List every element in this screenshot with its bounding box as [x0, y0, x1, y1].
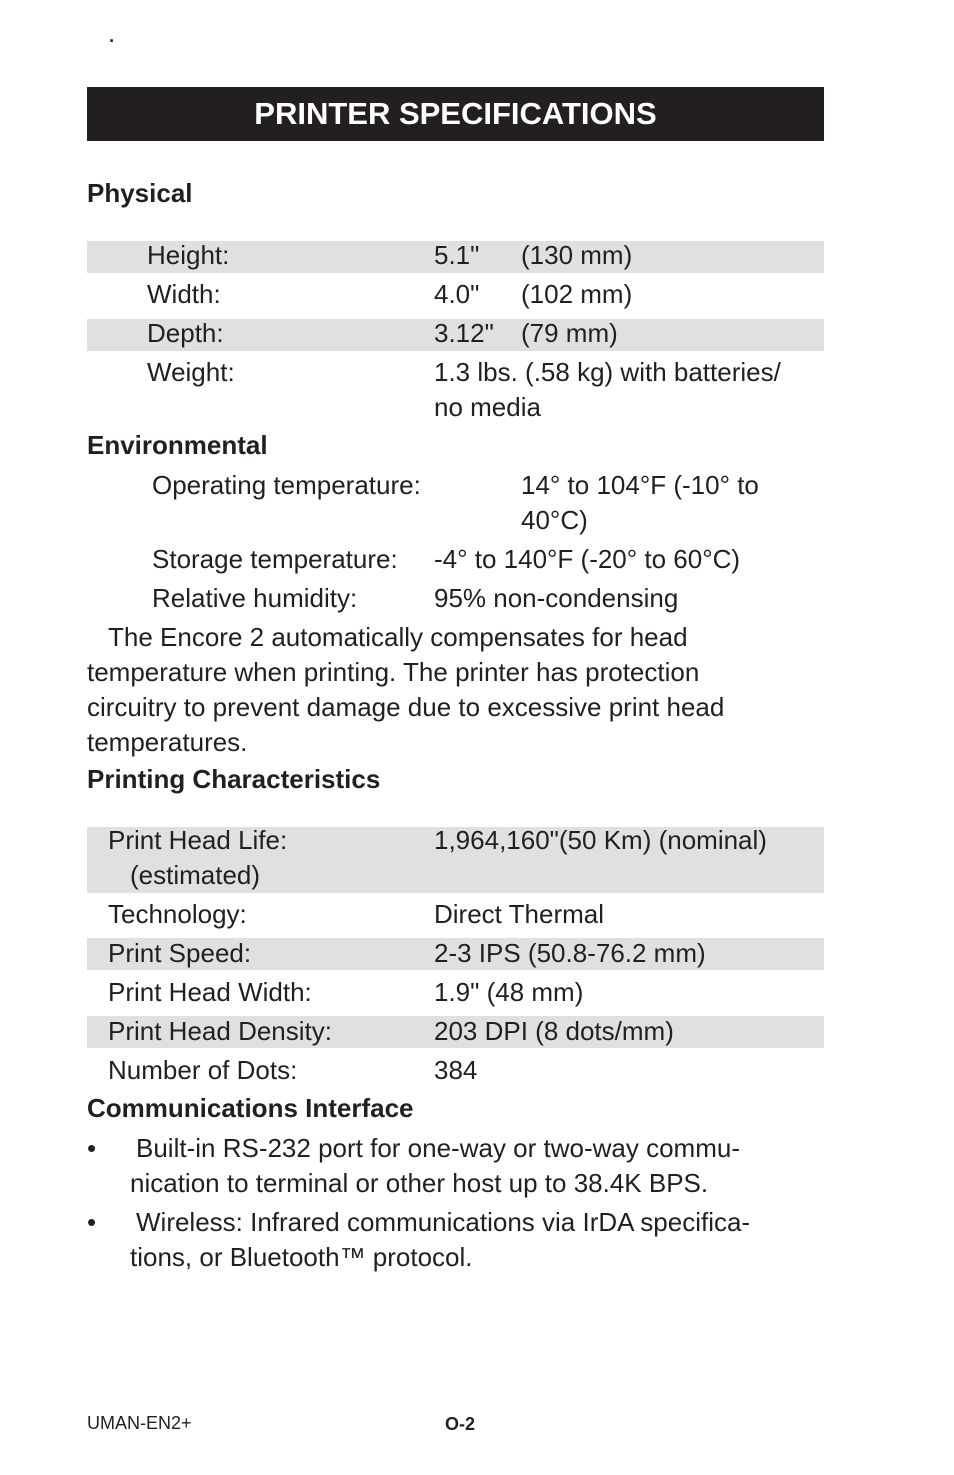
spec-label-head-life-sub: (estimated)	[130, 860, 261, 890]
spec-value-technology: Direct Thermal	[434, 899, 605, 929]
bullet-text-line: nication to terminal or other host up to 38.4K BPS.	[130, 1168, 709, 1198]
spec-value-height-in: 5.1"	[434, 240, 480, 270]
paragraph-line: The Encore 2 automatically compensates for head	[108, 622, 688, 652]
spec-label-head-density: Print Head Density:	[108, 1016, 332, 1046]
bullet-text-line: Built-in RS-232 port for one-way or two-way commu-	[136, 1133, 740, 1163]
spec-label-humidity: Relative humidity:	[152, 583, 358, 613]
spec-label-print-speed: Print Speed:	[108, 938, 252, 968]
spec-value-depth-mm: (79 mm)	[521, 318, 618, 348]
spec-label-weight: Weight:	[147, 357, 235, 387]
spec-label-head-life: Print Head Life:	[108, 825, 288, 855]
spec-value-operating-temp-line1: 14° to 104°F (-10° to	[521, 470, 759, 500]
spec-value-print-speed: 2-3 IPS (50.8-76.2 mm)	[434, 938, 706, 968]
spec-value-operating-temp-line2: 40°C)	[521, 505, 588, 535]
spec-label-height: Height:	[147, 240, 230, 270]
spec-value-head-width: 1.9" (48 mm)	[434, 977, 584, 1007]
section-heading-physical: Physical	[87, 178, 193, 208]
section-heading-communications: Communications Interface	[87, 1093, 414, 1123]
spec-label-head-width: Print Head Width:	[108, 977, 312, 1007]
footer-document-code: UMAN-EN2+	[87, 1413, 192, 1433]
spec-value-head-life: 1,964,160"(50 Km) (nominal)	[434, 825, 767, 855]
bullet-icon: •	[87, 1133, 97, 1163]
footer-page-number: O-2	[445, 1414, 476, 1434]
section-heading-printing: Printing Characteristics	[87, 764, 381, 794]
spec-label-operating-temp: Operating temperature:	[152, 470, 421, 500]
section-heading-environmental: Environmental	[87, 430, 268, 460]
spec-value-weight-line2: no media	[434, 392, 541, 422]
spec-label-width: Width:	[147, 279, 221, 309]
spec-label-number-of-dots: Number of Dots:	[108, 1055, 298, 1085]
spec-value-weight-line1: 1.3 lbs. (.58 kg) with batteries/	[434, 357, 781, 387]
bullet-text-line: Wireless: Infrared communications via IrDA specifica-	[136, 1207, 751, 1237]
spec-value-head-density: 203 DPI (8 dots/mm)	[434, 1016, 674, 1046]
spec-value-humidity: 95% non-condensing	[434, 583, 679, 613]
spec-label-technology: Technology:	[108, 899, 247, 929]
spec-value-storage-temp: -4° to 140°F (-20° to 60°C)	[434, 544, 741, 574]
paragraph-line: temperature when printing. The printer has protection	[87, 657, 700, 687]
spec-value-width-in: 4.0"	[434, 279, 480, 309]
paragraph-line: temperatures.	[87, 727, 248, 757]
spec-value-height-mm: (130 mm)	[521, 240, 633, 270]
page-title: PRINTER SPECIFICATIONS	[87, 87, 824, 141]
page-mark: .	[108, 18, 116, 48]
bullet-text-line: tions, or Bluetooth™ protocol.	[130, 1242, 473, 1272]
spec-value-depth-in: 3.12"	[434, 318, 494, 348]
paragraph-line: circuitry to prevent damage due to excessive print head	[87, 692, 725, 722]
spec-label-depth: Depth:	[147, 318, 224, 348]
spec-value-number-of-dots: 384	[434, 1055, 478, 1085]
spec-label-storage-temp: Storage temperature:	[152, 544, 398, 574]
bullet-icon: •	[87, 1207, 97, 1237]
spec-value-width-mm: (102 mm)	[521, 279, 633, 309]
